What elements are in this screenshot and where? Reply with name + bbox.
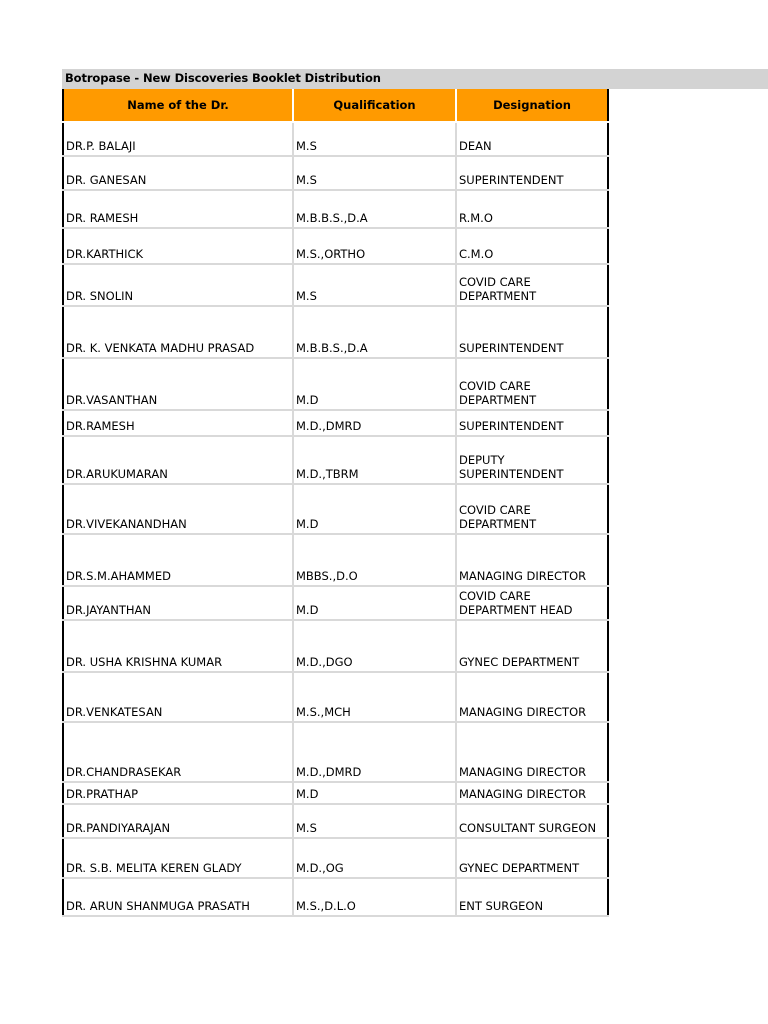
qualification-cell[interactable] bbox=[293, 436, 456, 484]
name-cell-text: DR. SNOLIN bbox=[66, 289, 134, 303]
designation-cell[interactable] bbox=[456, 620, 608, 672]
table-row bbox=[63, 534, 608, 586]
name-cell-text: DR.VIVEKANANDHAN bbox=[66, 517, 187, 531]
name-cell[interactable] bbox=[63, 484, 293, 534]
designation-cell[interactable] bbox=[456, 156, 608, 190]
designation-cell-text: GYNEC DEPARTMENT bbox=[459, 861, 580, 875]
name-cell[interactable] bbox=[63, 358, 293, 410]
name-cell-text: DR. S.B. MELITA KEREN GLADY bbox=[66, 861, 242, 875]
designation-cell[interactable] bbox=[456, 534, 608, 586]
designation-cell[interactable] bbox=[456, 190, 608, 228]
table-row bbox=[63, 436, 608, 484]
qualification-cell-text: M.D bbox=[296, 603, 319, 617]
name-cell[interactable] bbox=[63, 838, 293, 878]
table-row bbox=[63, 804, 608, 838]
name-cell[interactable] bbox=[63, 804, 293, 838]
name-cell-text: DR.PANDIYARAJAN bbox=[66, 821, 171, 835]
table-row bbox=[63, 122, 608, 156]
table-row bbox=[63, 586, 608, 620]
qualification-cell-text: M.S bbox=[296, 289, 317, 303]
designation-cell-text: SUPERINTENDENT bbox=[459, 419, 564, 433]
column-header-qualification: Qualification bbox=[293, 89, 456, 122]
designation-cell-text: COVID CARE DEPARTMENT bbox=[459, 275, 537, 303]
table-row bbox=[63, 484, 608, 534]
table-row bbox=[63, 620, 608, 672]
table-row bbox=[63, 838, 608, 878]
qualification-cell[interactable] bbox=[293, 156, 456, 190]
designation-cell[interactable] bbox=[456, 782, 608, 804]
designation-cell-text: COVID CARE DEPARTMENT bbox=[459, 379, 537, 407]
designation-cell-text: CONSULTANT SURGEON bbox=[459, 821, 597, 835]
designation-cell-text: R.M.O bbox=[459, 211, 493, 225]
designation-cell-text: SUPERINTENDENT bbox=[459, 173, 564, 187]
qualification-cell-text: M.S bbox=[296, 173, 317, 187]
name-cell[interactable] bbox=[63, 782, 293, 804]
qualification-cell-text: MBBS.,D.O bbox=[296, 569, 358, 583]
name-cell-text: DR. GANESAN bbox=[66, 173, 147, 187]
designation-cell-text: SUPERINTENDENT bbox=[459, 341, 564, 355]
designation-cell[interactable] bbox=[456, 436, 608, 484]
name-cell[interactable] bbox=[63, 534, 293, 586]
qualification-cell-text: M.S.,ORTHO bbox=[296, 247, 366, 261]
qualification-cell-text: M.D.,DMRD bbox=[296, 765, 362, 779]
name-cell-text: DR.VENKATESAN bbox=[66, 705, 163, 719]
designation-cell-text: COVID CARE DEPARTMENT bbox=[459, 503, 537, 531]
designation-cell[interactable] bbox=[456, 358, 608, 410]
qualification-cell[interactable] bbox=[293, 264, 456, 306]
name-cell-text: DR.JAYANTHAN bbox=[66, 603, 151, 617]
designation-cell[interactable] bbox=[456, 878, 608, 916]
table-row bbox=[63, 264, 608, 306]
name-cell-text: DR.VASANTHAN bbox=[66, 393, 158, 407]
name-cell-text: DR.KARTHICK bbox=[66, 247, 144, 261]
designation-cell[interactable] bbox=[456, 484, 608, 534]
designation-cell-text: COVID CARE DEPARTMENT HEAD bbox=[459, 589, 573, 617]
name-cell[interactable] bbox=[63, 410, 293, 436]
qualification-cell-text: M.D.,DGO bbox=[296, 655, 353, 669]
table-row bbox=[63, 672, 608, 722]
name-cell[interactable] bbox=[63, 878, 293, 916]
table-row bbox=[63, 782, 608, 804]
qualification-cell-text: M.S.,D.L.O bbox=[296, 899, 356, 913]
name-cell-text: DR. USHA KRISHNA KUMAR bbox=[66, 655, 223, 669]
designation-cell[interactable] bbox=[456, 586, 608, 620]
designation-cell-text: GYNEC DEPARTMENT bbox=[459, 655, 580, 669]
designation-cell[interactable] bbox=[456, 228, 608, 264]
qualification-cell-text: M.D bbox=[296, 517, 319, 531]
qualification-cell[interactable] bbox=[293, 620, 456, 672]
sheet-title: Botropase - New Discoveries Booklet Distribution bbox=[65, 71, 381, 85]
name-cell[interactable] bbox=[63, 122, 293, 156]
table-row bbox=[63, 228, 608, 264]
designation-cell[interactable] bbox=[456, 264, 608, 306]
qualification-cell[interactable] bbox=[293, 804, 456, 838]
name-cell[interactable] bbox=[63, 620, 293, 672]
qualification-cell-text: M.D.,DMRD bbox=[296, 419, 362, 433]
header-row bbox=[63, 89, 608, 122]
designation-cell[interactable] bbox=[456, 804, 608, 838]
qualification-cell-text: M.D.,TBRM bbox=[296, 467, 359, 481]
doctor-table bbox=[62, 89, 609, 917]
table-row bbox=[63, 722, 608, 782]
table-body bbox=[63, 122, 608, 916]
qualification-cell[interactable] bbox=[293, 838, 456, 878]
column-header-designation: Designation bbox=[456, 89, 608, 122]
designation-cell[interactable] bbox=[456, 306, 608, 358]
qualification-cell-text: M.D bbox=[296, 787, 319, 801]
designation-cell-text: MANAGING DIRECTOR bbox=[459, 705, 587, 719]
designation-cell-text: ENT SURGEON bbox=[459, 899, 544, 913]
name-cell-text: DR.RAMESH bbox=[66, 419, 135, 433]
name-cell[interactable] bbox=[63, 306, 293, 358]
designation-cell[interactable] bbox=[456, 838, 608, 878]
qualification-cell[interactable] bbox=[293, 672, 456, 722]
designation-cell[interactable] bbox=[456, 122, 608, 156]
qualification-cell[interactable] bbox=[293, 410, 456, 436]
name-cell-text: DR. RAMESH bbox=[66, 211, 139, 225]
name-cell-text: DR.PRATHAP bbox=[66, 787, 138, 801]
designation-cell[interactable] bbox=[456, 722, 608, 782]
qualification-cell[interactable] bbox=[293, 228, 456, 264]
name-cell-text: DR.P. BALAJI bbox=[66, 139, 136, 153]
title-row-fill bbox=[607, 69, 768, 89]
qualification-cell[interactable] bbox=[293, 306, 456, 358]
name-cell-text: DR. K. VENKATA MADHU PRASAD bbox=[66, 341, 255, 355]
qualification-cell-text: M.D.,OG bbox=[296, 861, 344, 875]
title-row bbox=[62, 69, 768, 89]
table-row bbox=[63, 306, 608, 358]
qualification-cell-text: M.S bbox=[296, 139, 317, 153]
name-cell[interactable] bbox=[63, 228, 293, 264]
name-cell[interactable] bbox=[63, 264, 293, 306]
name-cell[interactable] bbox=[63, 672, 293, 722]
designation-cell[interactable] bbox=[456, 410, 608, 436]
designation-cell[interactable] bbox=[456, 672, 608, 722]
name-cell[interactable] bbox=[63, 586, 293, 620]
qualification-cell[interactable] bbox=[293, 586, 456, 620]
name-cell[interactable] bbox=[63, 156, 293, 190]
qualification-cell[interactable] bbox=[293, 722, 456, 782]
qualification-cell[interactable] bbox=[293, 534, 456, 586]
name-cell[interactable] bbox=[63, 722, 293, 782]
name-cell-text: DR. ARUN SHANMUGA PRASATH bbox=[66, 899, 250, 913]
designation-cell-text: DEAN bbox=[459, 139, 492, 153]
qualification-cell[interactable] bbox=[293, 358, 456, 410]
designation-cell-text: DEPUTY SUPERINTENDENT bbox=[459, 453, 564, 481]
designation-cell-text: MANAGING DIRECTOR bbox=[459, 765, 587, 779]
name-cell[interactable] bbox=[63, 190, 293, 228]
name-cell-text: DR.S.M.AHAMMED bbox=[66, 569, 171, 583]
qualification-cell[interactable] bbox=[293, 484, 456, 534]
qualification-cell-text: M.B.B.S.,D.A bbox=[296, 211, 368, 225]
qualification-cell-text: M.S.,MCH bbox=[296, 705, 351, 719]
name-cell-text: DR.CHANDRASEKAR bbox=[66, 765, 182, 779]
table-row bbox=[63, 878, 608, 916]
qualification-cell[interactable] bbox=[293, 190, 456, 228]
designation-cell-text: C.M.O bbox=[459, 247, 494, 261]
name-cell[interactable] bbox=[63, 436, 293, 484]
designation-cell-text: MANAGING DIRECTOR bbox=[459, 569, 587, 583]
qualification-cell[interactable] bbox=[293, 782, 456, 804]
name-cell-text: DR.ARUKUMARAN bbox=[66, 467, 168, 481]
column-header-name: Name of the Dr. bbox=[63, 89, 293, 122]
qualification-cell-text: M.B.B.S.,D.A bbox=[296, 341, 368, 355]
qualification-cell[interactable] bbox=[293, 878, 456, 916]
table-row bbox=[63, 156, 608, 190]
table-row bbox=[63, 410, 608, 436]
qualification-cell[interactable] bbox=[293, 122, 456, 156]
designation-cell-text: MANAGING DIRECTOR bbox=[459, 787, 587, 801]
qualification-cell-text: M.S bbox=[296, 821, 317, 835]
table-row bbox=[63, 190, 608, 228]
table-row bbox=[63, 358, 608, 410]
qualification-cell-text: M.D bbox=[296, 393, 319, 407]
